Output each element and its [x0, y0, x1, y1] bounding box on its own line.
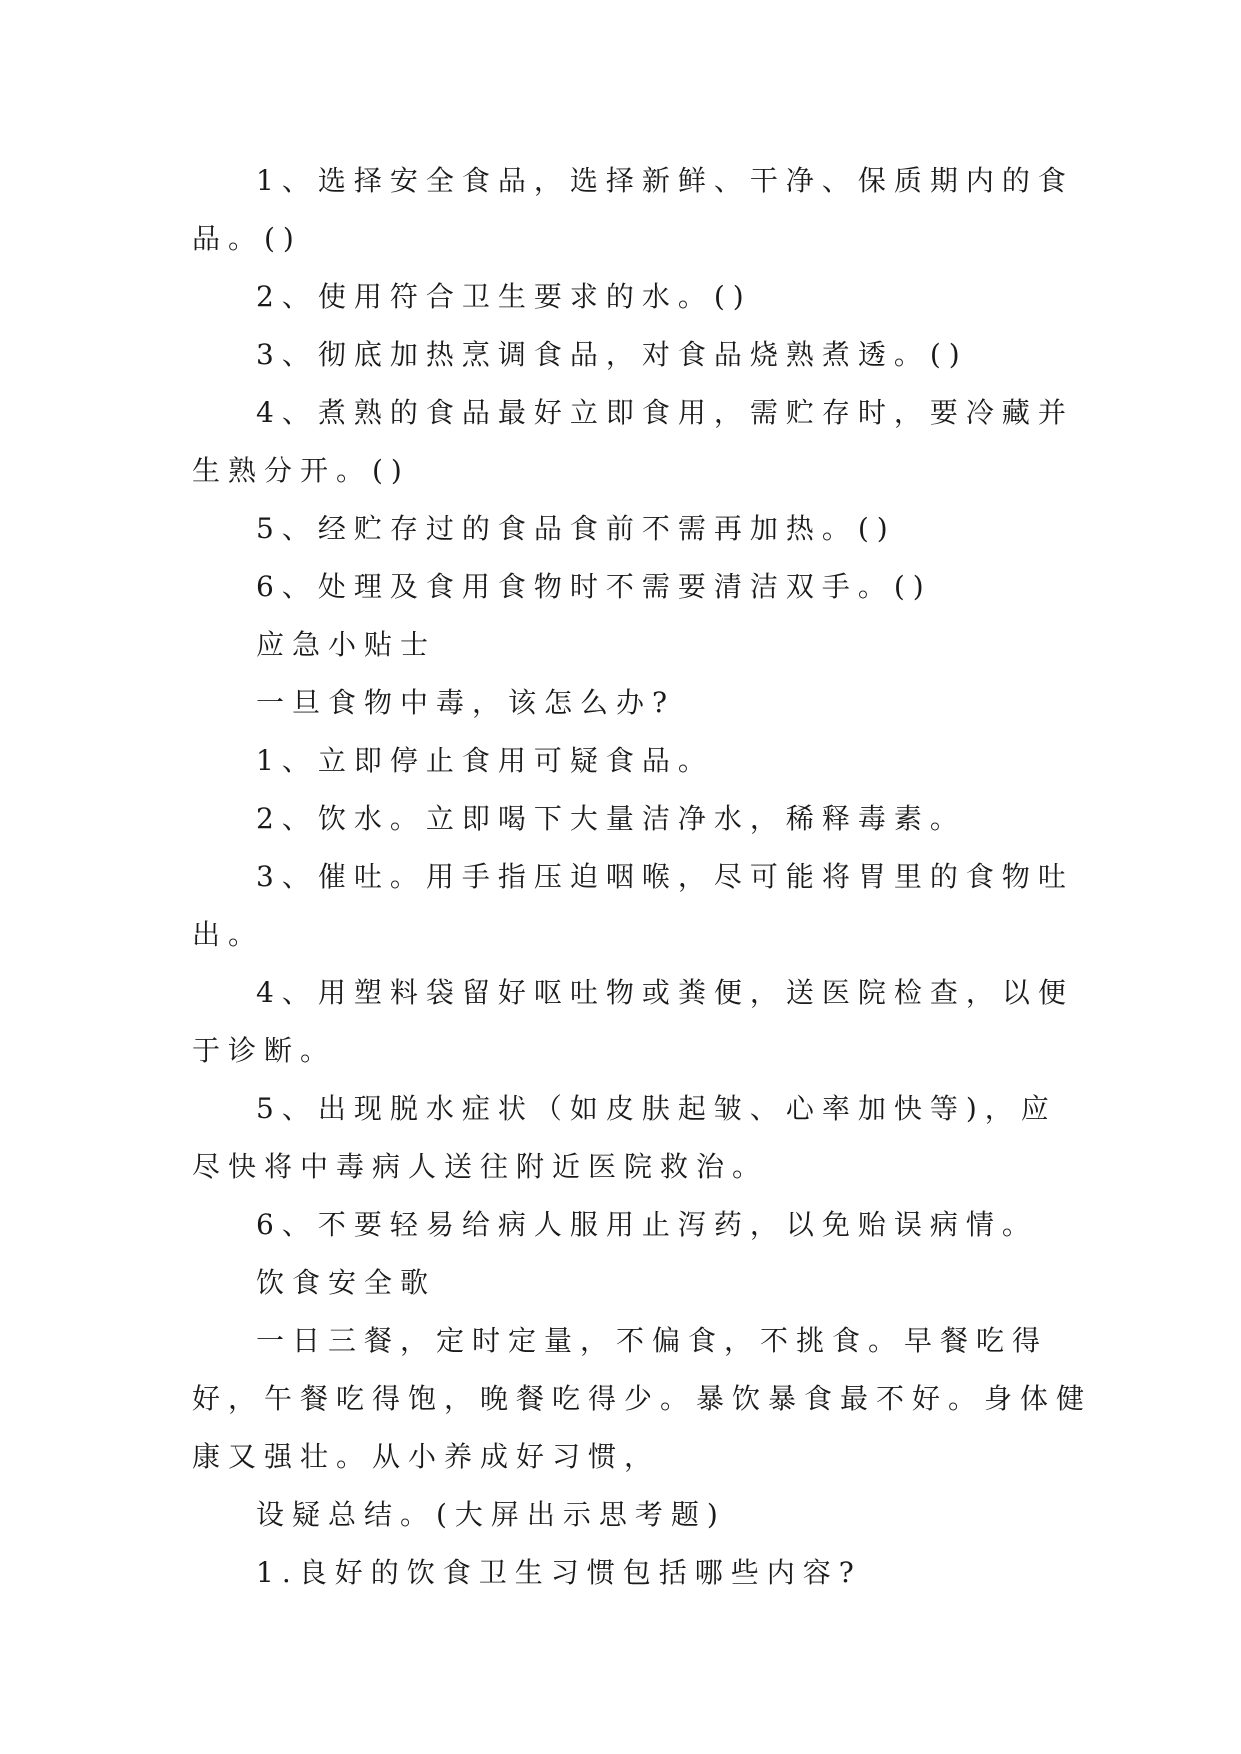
question-text: 一旦食物中毒，该怎么办?	[256, 686, 676, 719]
paragraph-item-2: 2、使用符合卫生要求的水。()	[256, 280, 752, 313]
paragraph-item-6: 6、处理及食用食物时不需要清洁双手。()	[256, 570, 932, 603]
step-item-3: 3、催吐。用手指压迫咽喉，尽可能将胃里的食物吐出。	[192, 860, 1074, 951]
paragraph-item-1: 1、选择安全食品，选择新鲜、干净、保质期内的食品。()	[192, 164, 1074, 255]
summary-heading: 设疑总结。(大屏出示思考题)	[256, 1498, 726, 1531]
paragraph-item-5: 5、经贮存过的食品食前不需再加热。()	[256, 512, 896, 545]
discussion-question-1: 1.良好的饮食卫生习惯包括哪些内容?	[256, 1556, 862, 1589]
section-heading-emergency-tips: 应急小贴士	[256, 628, 437, 661]
paragraph-item-4: 4、煮熟的食品最好立即食用，需贮存时，要冷藏并生熟分开。()	[192, 396, 1074, 487]
song-lyrics: 一日三餐，定时定量，不偏食，不挑食。早餐吃得好，午餐吃得饱，晚餐吃得少。暴饮暴食最不好。身体健康又强壮。从小养成好习惯，	[192, 1324, 1093, 1473]
step-item-1: 1、立即停止食用可疑食品。	[256, 744, 714, 777]
step-item-4: 4、用塑料袋留好呕吐物或粪便，送医院检查，以便于诊断。	[192, 976, 1074, 1067]
step-item-5: 5、出现脱水症状（如皮肤起皱、心率加快等)，应尽快将中毒病人送往附近医院救治。	[192, 1092, 1057, 1183]
document-page	[192, 152, 1092, 1602]
step-item-6: 6、不要轻易给病人服用止泻药，以免贻误病情。	[256, 1208, 1038, 1241]
paragraph-item-3: 3、彻底加热烹调食品，对食品烧熟煮透。()	[256, 338, 968, 371]
step-item-2: 2、饮水。立即喝下大量洁净水，稀释毒素。	[256, 802, 966, 835]
section-heading-food-safety-song: 饮食安全歌	[256, 1266, 437, 1299]
